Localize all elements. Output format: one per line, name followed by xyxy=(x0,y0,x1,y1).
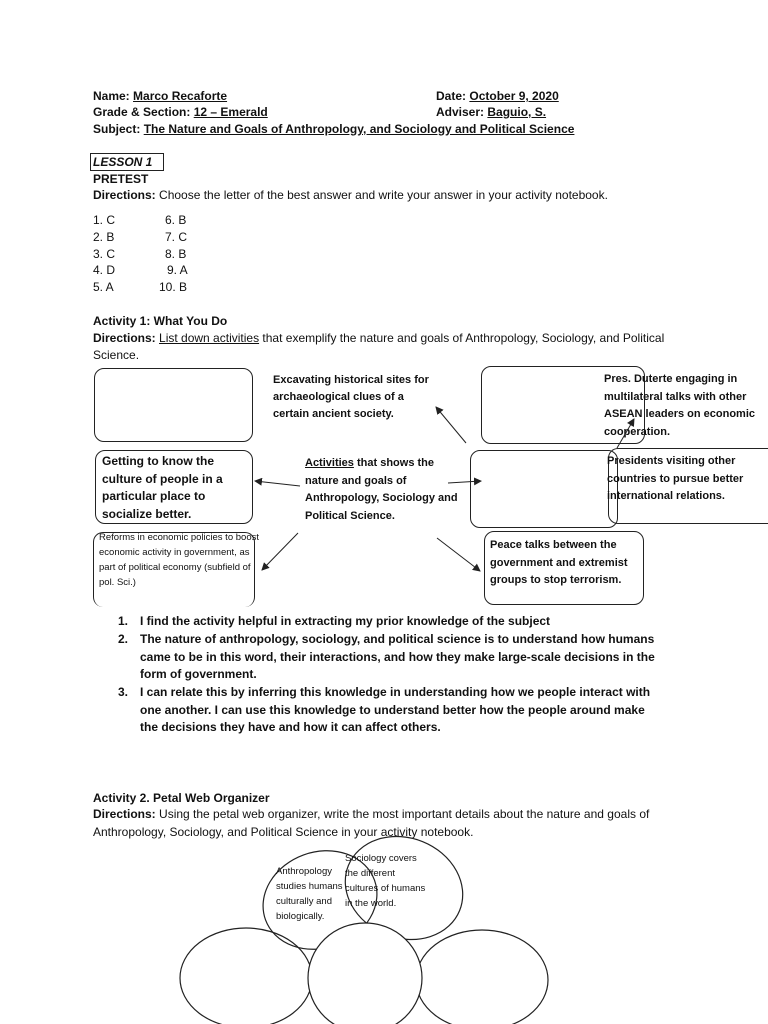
name-label: Name: xyxy=(93,89,130,103)
adviser-label: Adviser: xyxy=(436,105,485,119)
petal-sociology-text: Sociology covers the different cultures of humans in the world. xyxy=(345,853,426,909)
node-reforms: Reforms in economic policies to boost economic activity in government, as part of political economy (subfield of pol. Sci.) xyxy=(99,532,259,588)
petal-anthropology-text: Anthropology studies humans culturally and biologically. xyxy=(276,866,343,922)
answer-item: 4. D xyxy=(93,263,116,277)
subject-value: The Nature and Goals of Anthropology, and Sociology and Political Science xyxy=(143,122,575,136)
node-excavating: Excavating historical sites for archaeological clues of a certain ancient society. xyxy=(273,374,429,420)
petal-left xyxy=(180,928,312,1024)
reflection-answer-2: The nature of anthropology, sociology, and political science is to understand how humans came to be in this word, their interactions, and how they make large-scale decisions in the form of government. xyxy=(140,632,655,681)
answer-item: 7. C xyxy=(165,230,188,244)
pretest-title: PRETEST xyxy=(93,172,149,186)
pretest-directions-label: Directions: xyxy=(93,188,156,202)
name-value: Marco Recaforte xyxy=(133,89,228,103)
answer-item: 2. B xyxy=(93,230,115,244)
answer-item: 10. B xyxy=(159,280,188,294)
lesson-label: LESSON 1 xyxy=(90,153,164,171)
reflection-number: 1. xyxy=(118,614,129,628)
answer-item: 3. C xyxy=(93,247,116,261)
activity2-directions-text: Using the petal web organizer, write the most important details about the nature and goals of Anthropology, Sociology, and Political Science in your activity notebook. xyxy=(93,807,650,839)
answer-item: 1. C xyxy=(93,213,116,227)
node-culture: Getting to know the culture of people in a particular place to socialize better. xyxy=(102,454,223,521)
activity1-directions-label: Directions: xyxy=(93,331,156,345)
node-duterte: Pres. Duterte engaging in multilateral talks with other ASEAN leaders on economic cooperation. xyxy=(604,373,755,438)
reflection-number: 3. xyxy=(118,685,129,699)
activity1-title: Activity 1: What You Do xyxy=(93,314,228,328)
reflection-answer-3: I can relate this by inferring this knowledge in understanding how we people interact with one another. I can use this knowledge to understand better how the people around make the decisions they have and how it can affect others. xyxy=(140,685,651,734)
grade-label: Grade & Section: xyxy=(93,105,191,119)
node-presidents: Presidents visiting other countries to pursue better international relations. xyxy=(607,455,744,502)
reflection-number: 2. xyxy=(118,632,129,646)
center-rest: that shows the nature and goals of Anthropology, Sociology and Political Science. xyxy=(305,457,458,522)
center-underlined: Activities xyxy=(305,457,354,469)
subject-label: Subject: xyxy=(93,122,141,136)
date-value: October 9, 2020 xyxy=(469,89,559,103)
activity1-directions-rest: that exemplify the nature and goals of Anthropology, Sociology, and Political Science. xyxy=(93,331,665,362)
answer-item: 5. A xyxy=(93,280,114,294)
activity2-directions-label: Directions: xyxy=(93,807,156,821)
answer-item: 9. A xyxy=(167,263,188,277)
activity1-directions-link: List down activities xyxy=(159,331,260,345)
node-peace: Peace talks between the government and extremist groups to stop terrorism. xyxy=(490,539,628,586)
activity2-title: Activity 2. Petal Web Organizer xyxy=(93,791,270,805)
adviser-value: Baguio, S. xyxy=(487,105,547,119)
flower-center xyxy=(308,923,422,1024)
grade-value: 12 – Emerald xyxy=(193,105,268,119)
reflection-answer-1: I find the activity helpful in extracting my prior knowledge of the subject xyxy=(140,614,551,628)
date-label: Date: xyxy=(436,89,467,103)
answer-item: 8. B xyxy=(165,247,187,261)
pretest-directions-text: Choose the letter of the best answer and write your answer in your activity notebook. xyxy=(159,188,608,202)
answer-item: 6. B xyxy=(165,213,187,227)
petal-right xyxy=(416,930,548,1024)
